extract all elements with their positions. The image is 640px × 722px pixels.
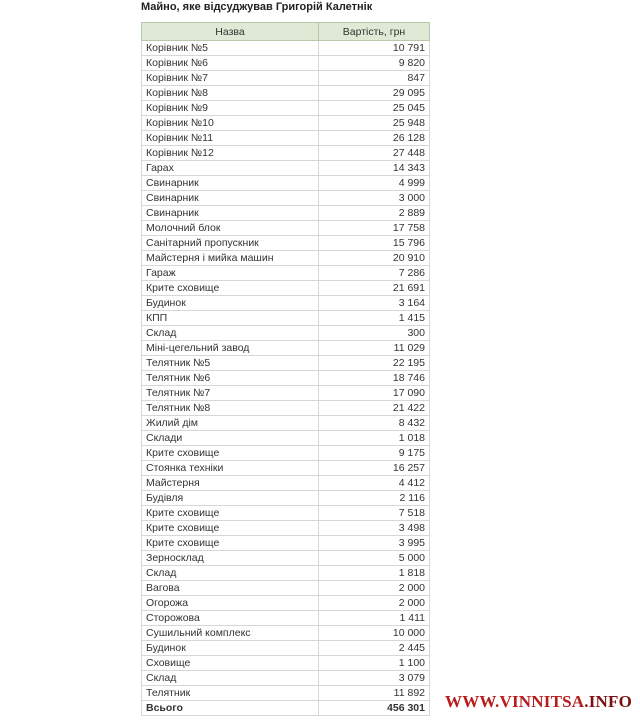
- table-body: [142, 41, 430, 716]
- table-row: [142, 41, 430, 56]
- cell-asset-value: 9 820: [319, 56, 430, 71]
- cell-asset-value: 2 000: [319, 581, 430, 596]
- cell-asset-value: 11 892: [319, 686, 430, 701]
- cell-asset-value: 5 000: [319, 551, 430, 566]
- cell-asset-value: 2 445: [319, 641, 430, 656]
- cell-asset-name: Корівник №9: [142, 101, 319, 116]
- cell-asset-value: 2 116: [319, 491, 430, 506]
- table-row: [142, 221, 430, 236]
- cell-asset-name: Будівля: [142, 491, 319, 506]
- cell-asset-name: Склад: [142, 566, 319, 581]
- cell-asset-value: 17 758: [319, 221, 430, 236]
- table-row: [142, 86, 430, 101]
- cell-asset-name: Крите сховище: [142, 536, 319, 551]
- cell-asset-name: Сторожова: [142, 611, 319, 626]
- assets-table: [141, 22, 430, 716]
- cell-asset-value: 14 343: [319, 161, 430, 176]
- cell-asset-value: 26 128: [319, 131, 430, 146]
- cell-asset-value: 2 889: [319, 206, 430, 221]
- cell-asset-value: 8 432: [319, 416, 430, 431]
- cell-asset-value: 21 691: [319, 281, 430, 296]
- table-total-row: [142, 701, 430, 716]
- page-title: Майно, яке відсуджував Григорій Калетнік: [141, 1, 373, 13]
- table-row: [142, 611, 430, 626]
- cell-asset-value: 1 018: [319, 431, 430, 446]
- cell-total-value: 456 301: [319, 701, 430, 716]
- cell-asset-value: 2 000: [319, 596, 430, 611]
- cell-asset-name: Крите сховище: [142, 281, 319, 296]
- table-row: [142, 101, 430, 116]
- table-row: [142, 551, 430, 566]
- table-row: [142, 446, 430, 461]
- table-row: [142, 656, 430, 671]
- cell-asset-value: 11 029: [319, 341, 430, 356]
- table-row: [142, 476, 430, 491]
- cell-asset-name: Телятник №6: [142, 371, 319, 386]
- table-row: [142, 506, 430, 521]
- cell-asset-name: Гарах: [142, 161, 319, 176]
- cell-asset-value: 10 791: [319, 41, 430, 56]
- cell-asset-value: 15 796: [319, 236, 430, 251]
- cell-asset-value: 18 746: [319, 371, 430, 386]
- table-row: [142, 131, 430, 146]
- cell-asset-name: Зерносклад: [142, 551, 319, 566]
- table-row: [142, 641, 430, 656]
- cell-asset-value: 9 175: [319, 446, 430, 461]
- column-header-name: Назва: [142, 23, 319, 41]
- table-row: [142, 461, 430, 476]
- table-row: [142, 671, 430, 686]
- cell-asset-value: 29 095: [319, 86, 430, 101]
- cell-asset-value: 300: [319, 326, 430, 341]
- table-row: [142, 386, 430, 401]
- cell-asset-name: Міні-цегельний завод: [142, 341, 319, 356]
- table-row: [142, 266, 430, 281]
- cell-asset-value: 25 045: [319, 101, 430, 116]
- cell-asset-name: Свинарник: [142, 206, 319, 221]
- table-row: [142, 161, 430, 176]
- cell-asset-value: 22 195: [319, 356, 430, 371]
- cell-asset-value: 1 100: [319, 656, 430, 671]
- table-row: [142, 626, 430, 641]
- cell-asset-name: Склад: [142, 326, 319, 341]
- cell-asset-value: 16 257: [319, 461, 430, 476]
- cell-asset-name: Свинарник: [142, 176, 319, 191]
- table-row: [142, 191, 430, 206]
- cell-total-label: Всього: [142, 701, 319, 716]
- cell-asset-name: Корівник №8: [142, 86, 319, 101]
- cell-asset-value: 17 090: [319, 386, 430, 401]
- cell-asset-name: Жилий дім: [142, 416, 319, 431]
- cell-asset-name: Телятник №7: [142, 386, 319, 401]
- cell-asset-name: Крите сховище: [142, 446, 319, 461]
- cell-asset-value: 7 286: [319, 266, 430, 281]
- table-row: [142, 71, 430, 86]
- cell-asset-name: Будинок: [142, 641, 319, 656]
- cell-asset-name: Склад: [142, 671, 319, 686]
- table-row: [142, 521, 430, 536]
- cell-asset-name: Огорожа: [142, 596, 319, 611]
- table-row: [142, 251, 430, 266]
- cell-asset-value: 27 448: [319, 146, 430, 161]
- assets-table-container: [141, 22, 429, 716]
- table-header: [142, 23, 430, 41]
- cell-asset-name: Корівник №12: [142, 146, 319, 161]
- table-row: [142, 116, 430, 131]
- table-row: [142, 311, 430, 326]
- cell-asset-name: Молочний блок: [142, 221, 319, 236]
- cell-asset-value: 3 079: [319, 671, 430, 686]
- cell-asset-value: 20 910: [319, 251, 430, 266]
- column-header-value: Вартість, грн: [319, 23, 430, 41]
- cell-asset-name: Майстерня і мийка машин: [142, 251, 319, 266]
- cell-asset-value: 21 422: [319, 401, 430, 416]
- cell-asset-value: 7 518: [319, 506, 430, 521]
- cell-asset-name: Корівник №7: [142, 71, 319, 86]
- table-row: [142, 341, 430, 356]
- table-row: [142, 491, 430, 506]
- table-row: [142, 206, 430, 221]
- table-row: [142, 536, 430, 551]
- cell-asset-name: Гараж: [142, 266, 319, 281]
- cell-asset-name: Крите сховище: [142, 506, 319, 521]
- cell-asset-value: 1 415: [319, 311, 430, 326]
- cell-asset-name: Сховище: [142, 656, 319, 671]
- table-row: [142, 686, 430, 701]
- cell-asset-value: 3 498: [319, 521, 430, 536]
- table-row: [142, 416, 430, 431]
- table-row: [142, 56, 430, 71]
- cell-asset-name: Корівник №10: [142, 116, 319, 131]
- table-row: [142, 581, 430, 596]
- cell-asset-name: Вагова: [142, 581, 319, 596]
- watermark-main: WWW.VINNITSA: [445, 692, 585, 711]
- cell-asset-value: 847: [319, 71, 430, 86]
- table-row: [142, 431, 430, 446]
- cell-asset-name: Склади: [142, 431, 319, 446]
- table-row: [142, 596, 430, 611]
- table-row: [142, 371, 430, 386]
- table-row: [142, 296, 430, 311]
- cell-asset-name: Будинок: [142, 296, 319, 311]
- watermark-suffix: .INFO: [584, 692, 632, 711]
- cell-asset-value: 3 995: [319, 536, 430, 551]
- cell-asset-value: 25 948: [319, 116, 430, 131]
- cell-asset-name: Свинарник: [142, 191, 319, 206]
- table-row: [142, 176, 430, 191]
- cell-asset-name: Сушильний комплекс: [142, 626, 319, 641]
- table-row: [142, 236, 430, 251]
- cell-asset-name: Телятник: [142, 686, 319, 701]
- cell-asset-name: Корівник №11: [142, 131, 319, 146]
- table-row: [142, 356, 430, 371]
- cell-asset-name: Корівник №5: [142, 41, 319, 56]
- cell-asset-name: Телятник №8: [142, 401, 319, 416]
- cell-asset-name: Майстерня: [142, 476, 319, 491]
- cell-asset-name: Санітарний пропускник: [142, 236, 319, 251]
- cell-asset-name: Крите сховище: [142, 521, 319, 536]
- cell-asset-value: 3 000: [319, 191, 430, 206]
- table-row: [142, 326, 430, 341]
- table-row: [142, 146, 430, 161]
- cell-asset-value: 4 999: [319, 176, 430, 191]
- cell-asset-value: 1 411: [319, 611, 430, 626]
- cell-asset-name: Телятник №5: [142, 356, 319, 371]
- table-row: [142, 401, 430, 416]
- cell-asset-name: Корівник №6: [142, 56, 319, 71]
- cell-asset-value: 4 412: [319, 476, 430, 491]
- cell-asset-value: 3 164: [319, 296, 430, 311]
- cell-asset-value: 1 818: [319, 566, 430, 581]
- table-header-row: [142, 23, 430, 41]
- table-row: [142, 281, 430, 296]
- cell-asset-name: КПП: [142, 311, 319, 326]
- cell-asset-value: 10 000: [319, 626, 430, 641]
- table-row: [142, 566, 430, 581]
- cell-asset-name: Стоянка техніки: [142, 461, 319, 476]
- site-watermark: [445, 692, 632, 712]
